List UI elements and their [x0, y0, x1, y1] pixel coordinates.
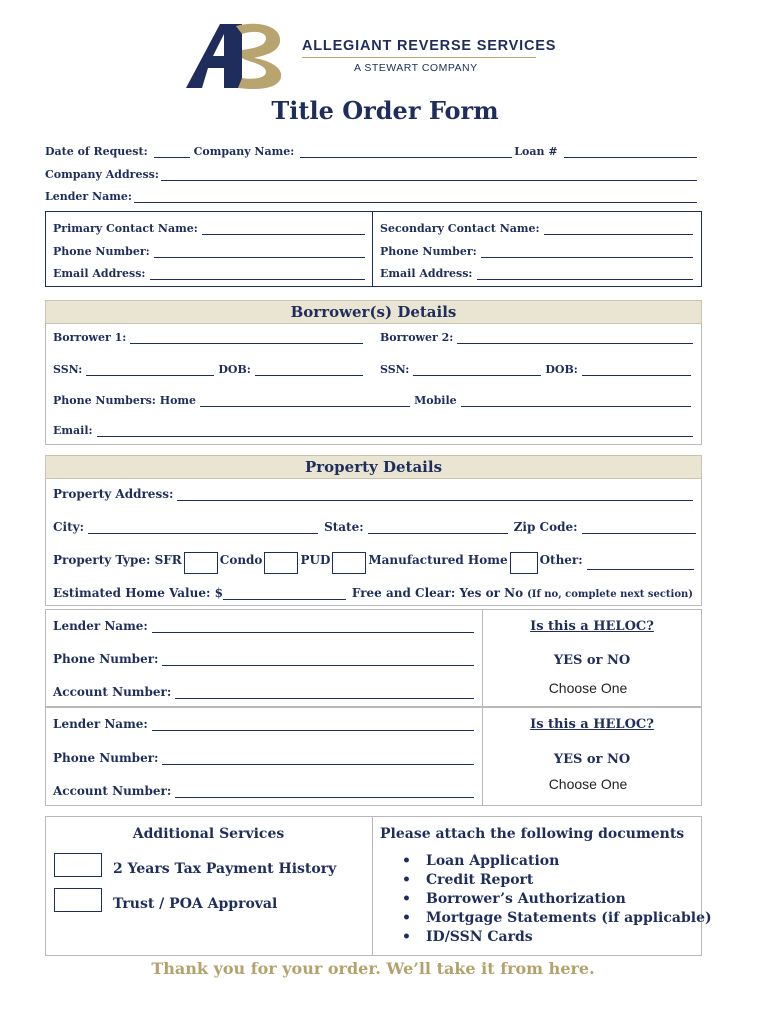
borrower2-label: Borrower 2:	[380, 331, 454, 344]
borrower1-label: Borrower 1:	[53, 331, 127, 344]
lien1-account-label: Account Number:	[53, 685, 172, 699]
other-field[interactable]	[587, 559, 694, 570]
services-header: Additional Services	[132, 826, 285, 842]
state-label: State:	[324, 520, 364, 534]
borrower-email-field[interactable]	[97, 426, 693, 437]
lien1-lender-field[interactable]	[152, 622, 474, 633]
city-field[interactable]	[88, 523, 318, 534]
lien1-heloc-question: Is this a HELOC?	[530, 619, 654, 634]
company-name-field[interactable]	[300, 147, 512, 158]
lien1-phone-label: Phone Number:	[53, 652, 159, 666]
lien2-yes-no: YES or NO	[553, 752, 631, 767]
borrower2-dob-label: DOB:	[545, 363, 578, 376]
borrower2-field[interactable]	[457, 333, 693, 344]
page-title: Title Order Form	[271, 96, 499, 125]
primary-email-label: Email Address:	[53, 267, 146, 280]
secondary-email-field[interactable]	[477, 269, 694, 280]
phone-home-field[interactable]	[200, 396, 410, 407]
lien2-account-label: Account Number:	[53, 784, 172, 798]
lien1-yes-no: YES or NO	[553, 653, 631, 668]
date-field[interactable]	[154, 147, 190, 158]
lien2-phone-field[interactable]	[162, 754, 474, 765]
list-item: • Loan Application	[398, 852, 712, 871]
services-divider	[372, 816, 373, 956]
company-tagline: A STEWART COMPANY	[354, 62, 478, 74]
lien2-heloc-question: Is this a HELOC?	[530, 717, 654, 732]
lien1-heloc-select[interactable]: Choose One	[548, 680, 628, 696]
home-value-label: Estimated Home Value: $	[53, 586, 223, 600]
borrower1-ssn-label: SSN:	[53, 363, 83, 376]
company-address-field[interactable]	[161, 170, 697, 181]
borrowers-header: Borrower(s) Details	[45, 300, 702, 324]
list-item: • Borrower’s Authorization	[398, 890, 712, 909]
trust-poa-checkbox[interactable]	[54, 888, 102, 912]
home-value-field[interactable]	[223, 589, 346, 600]
borrower1-field[interactable]	[130, 333, 363, 344]
company-name: ALLEGIANT REVERSE SERVICES	[302, 38, 557, 54]
sfr-checkbox[interactable]	[184, 552, 218, 574]
secondary-phone-field[interactable]	[481, 247, 693, 258]
lien2-heloc-select[interactable]: Choose One	[548, 776, 628, 792]
primary-contact-label: Primary Contact Name:	[53, 222, 198, 235]
lien2-lender-field[interactable]	[152, 720, 474, 731]
attachments-header: Please attach the following documents	[380, 826, 685, 842]
company-logo	[184, 18, 294, 92]
property-header: Property Details	[45, 455, 702, 479]
borrower-email-label: Email:	[53, 424, 93, 437]
date-label: Date of Request:	[45, 145, 148, 158]
loan-label: Loan #	[514, 145, 558, 158]
mobile-field[interactable]	[461, 396, 691, 407]
lien1-phone-field[interactable]	[162, 655, 474, 666]
primary-phone-field[interactable]	[154, 247, 365, 258]
lien1-lender-label: Lender Name:	[53, 619, 148, 633]
borrower2-ssn-field[interactable]	[413, 365, 541, 376]
state-field[interactable]	[368, 523, 508, 534]
loan-field[interactable]	[564, 147, 697, 158]
phone-home-label: Phone Numbers: Home	[53, 394, 197, 407]
contacts-divider	[372, 211, 373, 287]
list-item: • ID/SSN Cards	[398, 928, 712, 947]
property-address-label: Property Address:	[53, 487, 174, 501]
secondary-contact-label: Secondary Contact Name:	[380, 222, 540, 235]
tax-history-label: 2 Years Tax Payment History	[113, 861, 337, 877]
other-label: Other:	[539, 553, 583, 567]
condo-checkbox[interactable]	[264, 552, 298, 574]
secondary-phone-label: Phone Number:	[380, 245, 477, 258]
company-name-label: Company Name:	[193, 145, 295, 158]
lien2-phone-label: Phone Number:	[53, 751, 159, 765]
secondary-contact-field[interactable]	[544, 224, 693, 235]
city-label: City:	[53, 520, 85, 534]
lien2-lender-label: Lender Name:	[53, 717, 148, 731]
borrower1-dob-field[interactable]	[255, 365, 363, 376]
free-clear-note: (If no, complete next section)	[527, 589, 693, 600]
property-type-label: Property Type: SFR	[53, 553, 182, 567]
lien2-account-field[interactable]	[175, 787, 474, 798]
zip-field[interactable]	[582, 523, 696, 534]
trust-poa-label: Trust / POA Approval	[113, 896, 278, 912]
manufactured-checkbox[interactable]	[510, 552, 538, 574]
pud-label: PUD	[300, 553, 331, 567]
primary-email-field[interactable]	[150, 269, 366, 280]
property-address-field[interactable]	[177, 490, 693, 501]
borrower2-dob-field[interactable]	[582, 365, 691, 376]
borrower1-ssn-field[interactable]	[86, 365, 214, 376]
footer-message: Thank you for your order. We’ll take it from here.	[151, 959, 595, 978]
list-item: • Credit Report	[398, 871, 712, 890]
tax-history-checkbox[interactable]	[54, 853, 102, 877]
pud-checkbox[interactable]	[332, 552, 366, 574]
free-clear-label: Free and Clear: Yes or No	[351, 586, 524, 600]
lender-name-field[interactable]	[134, 192, 697, 203]
lien1-account-field[interactable]	[175, 688, 474, 699]
lender-name-label: Lender Name:	[45, 190, 132, 203]
mobile-label: Mobile	[414, 394, 457, 407]
borrower2-ssn-label: SSN:	[380, 363, 410, 376]
attachments-list	[398, 852, 712, 947]
borrower1-dob-label: DOB:	[218, 363, 251, 376]
condo-label: Condo	[219, 553, 263, 567]
company-address-label: Company Address:	[45, 168, 159, 181]
primary-contact-field[interactable]	[202, 224, 365, 235]
manufactured-label: Manufactured Home	[368, 553, 508, 567]
secondary-email-label: Email Address:	[380, 267, 473, 280]
primary-phone-label: Phone Number:	[53, 245, 150, 258]
zip-label: Zip Code:	[513, 520, 578, 534]
list-item: • Mortgage Statements (if applicable)	[398, 909, 712, 928]
logo-divider	[302, 57, 536, 58]
